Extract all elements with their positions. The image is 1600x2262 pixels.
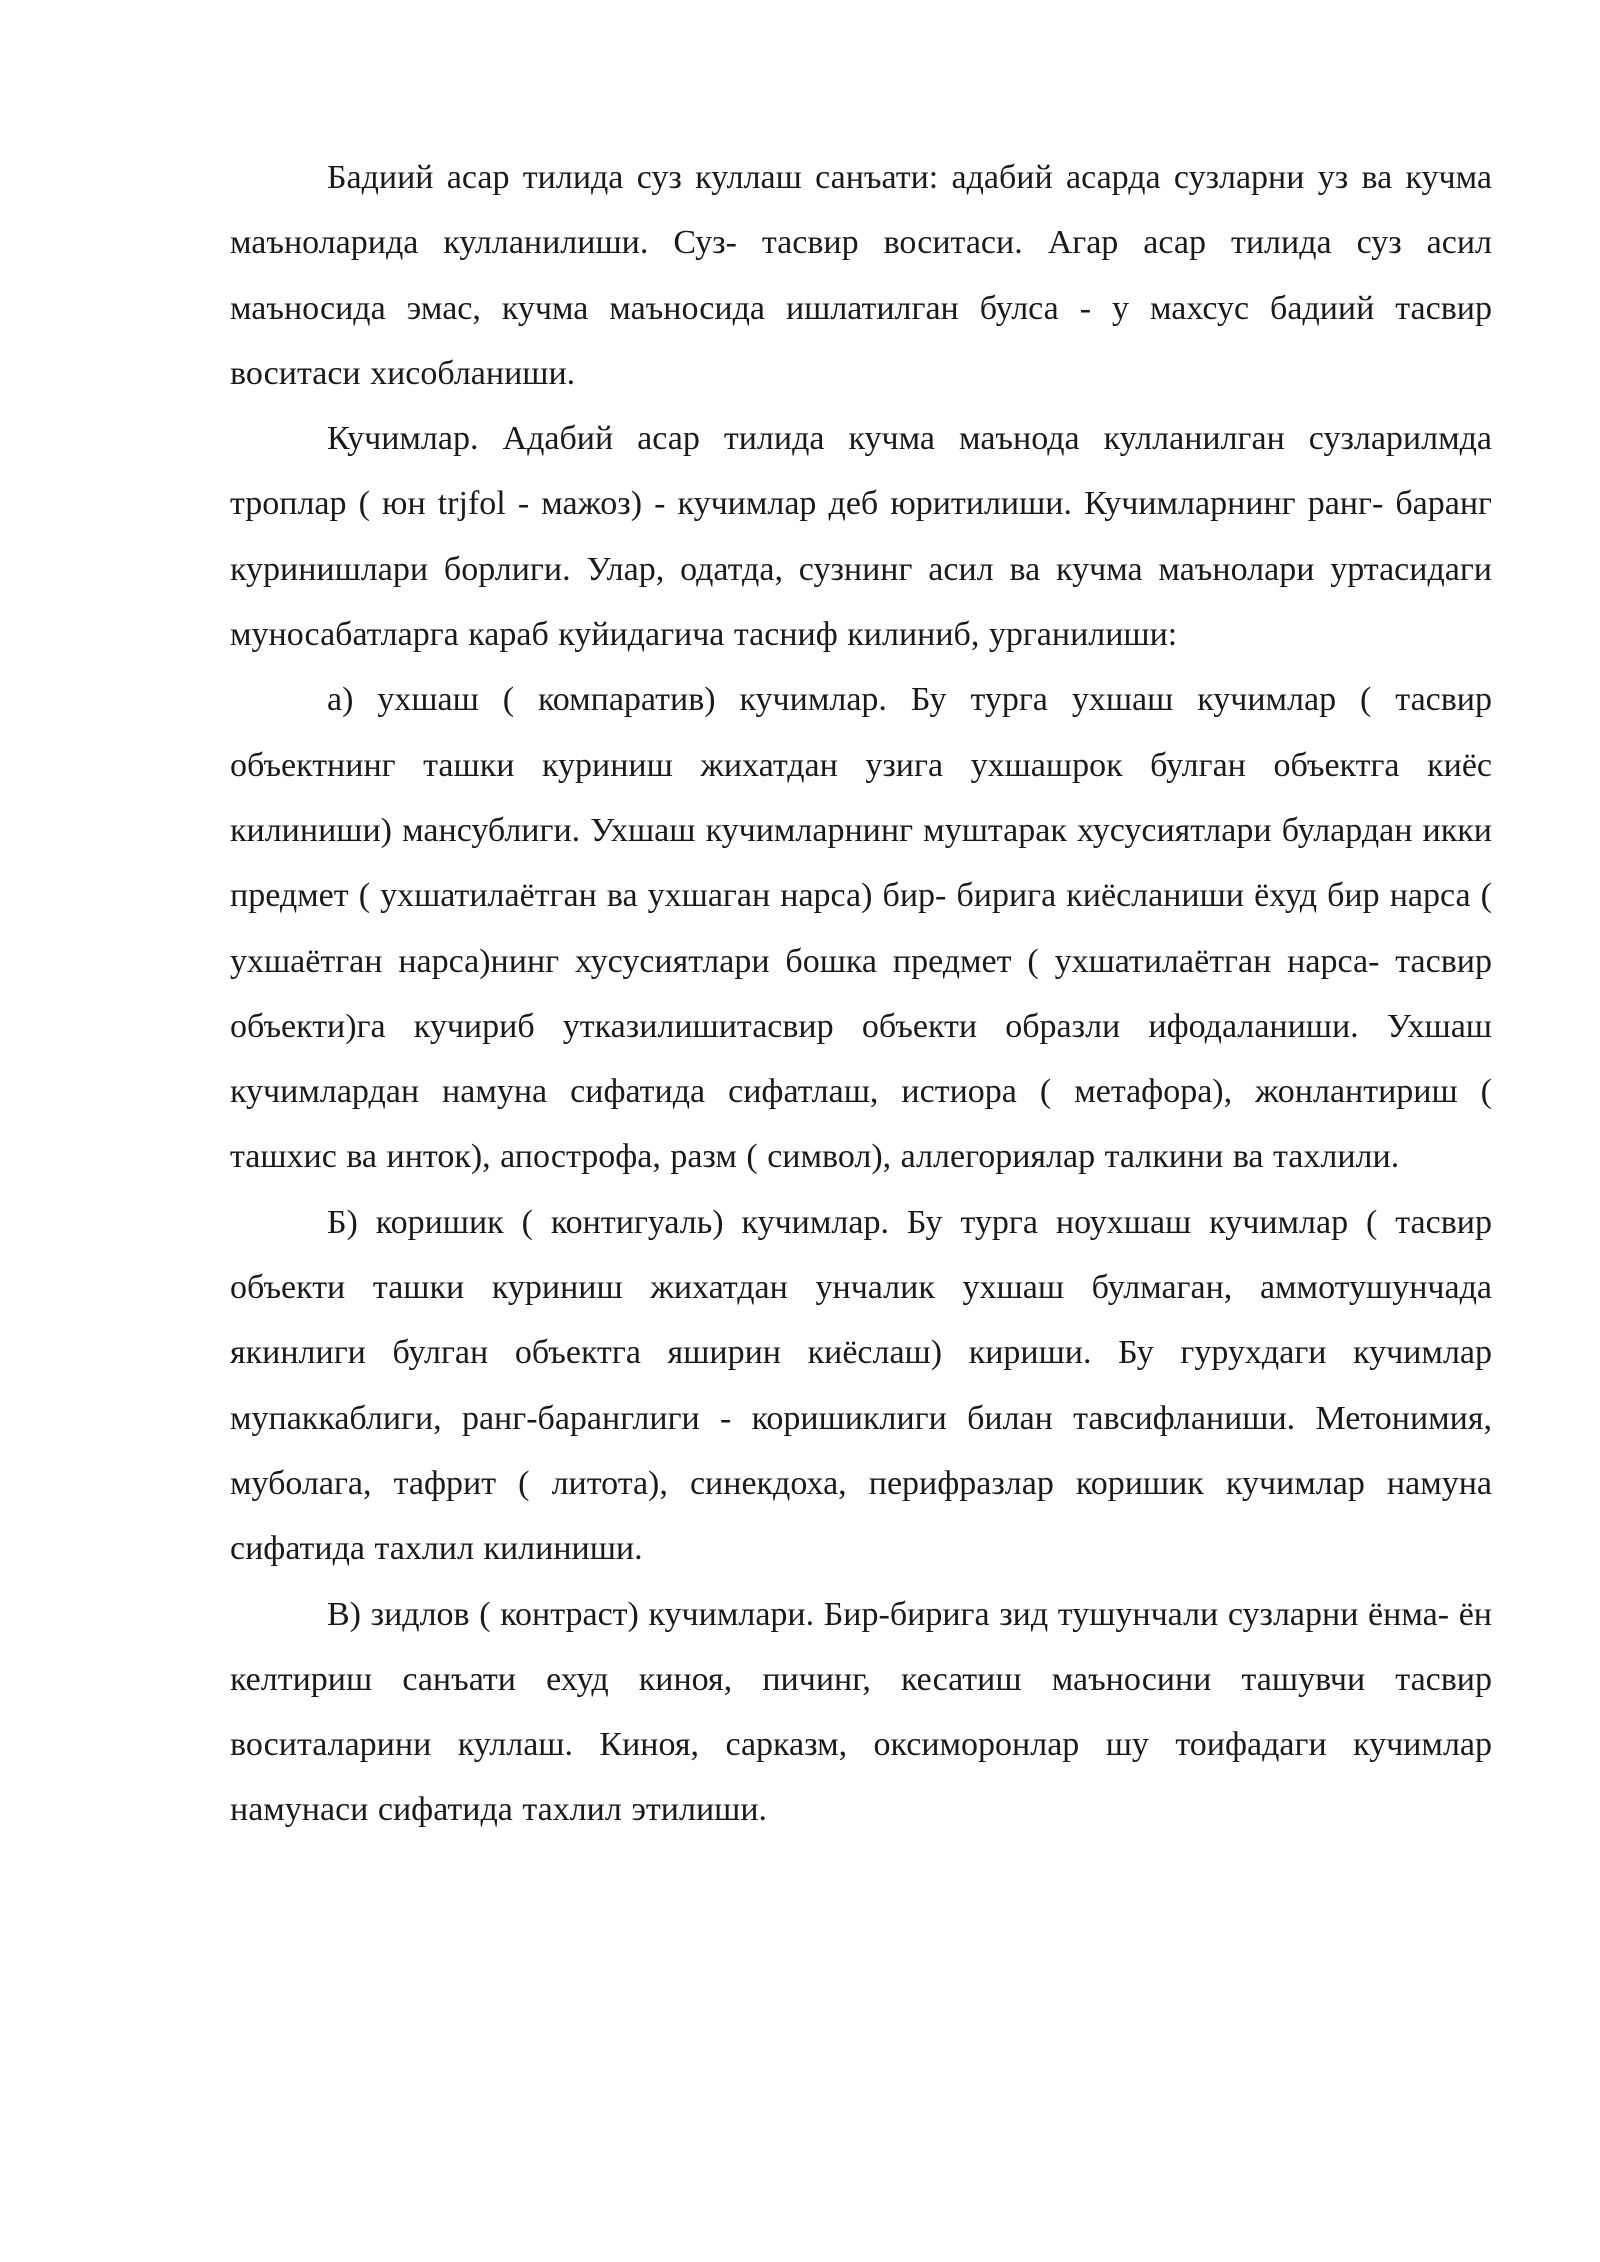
text-body — [230, 145, 1492, 1843]
paragraph-comparative: а) ухшаш ( компаратив) кучимлар. Бу турга ухшаш кучимлар ( тасвир объектнинг ташки куриниш жихатдан узига ухшашрок булган объектга киёс килиниши) мансублиги. Ухшаш кучимларнинг муштарак хусусиятлари булардан икки предмет ( ухшатилаётган ва ухшаган нарса) бир- бирига киёсланиши ёхуд бир нарса ( ухшаётган нарса)нинг хусусиятлари бошка предмет ( ухшатилаётган нарса- тасвир объекти)га кучириб утказилишитасвир объекти образли ифодаланиши. Ухшаш кучимлардан намуна сифатида сифатлаш, истиора ( метафора), жонлантириш ( ташхис ва инток), апострофа, разм ( символ), аллегориялар талкини ва тахлили. — [230, 681, 1492, 1176]
paragraph-contrast: В) зидлов ( контраст) кучимлари. Бир-бирига зид тушунчали сузларни ёнма- ён келтириш санъати ехуд киноя, пичинг, кесатиш маъносини ташувчи тасвир воситаларини куллаш. Киноя, сарказм, оксиморонлар шу тоифадаги кучимлар намунаси сифатида тахлил этилиши. — [230, 1595, 1492, 1829]
paragraph-intro: Бадиий асар тилида суз куллаш санъати: адабий асарда сузларни уз ва кучма маъноларида кулланилиши. Суз- тасвир воситаси. Агар асар тилида суз асил маъносида эмас, кучма маъносида ишлатилган булса - у махсус бадиий тасвир воситаси хисобланиши. — [230, 159, 1492, 392]
paragraph-tropes: Кучимлар. Адабий асар тилида кучма маънода кулланилган сузларилмда троплар ( юн trjfol - мажоз) - кучимлар деб юритилиши. Кучимларнинг ранг- баранг куринишлари борлиги. Улар, одатда, сузнинг асил ва кучма маънолари уртасидаги муносабатларга караб куйидагича тасниф килиниб, урганилиши: — [230, 420, 1492, 654]
paragraph-contiguous: Б) коришик ( контигуаль) кучимлар. Бу турга ноухшаш кучимлар ( тасвир объекти ташки куриниш жихатдан унчалик ухшаш булмаган, аммотушунчада якинлиги булган объектга яширин киёслаш) кириши. Бу гурухдаги кучимлар мупаккаблиги, ранг-баранглиги - коришиклиги билан тавсифланиши. Метонимия, муболага, тафрит ( литота), синекдоха, перифразлар коришик кучимлар намуна сифатида тахлил килиниши. — [230, 1203, 1492, 1568]
